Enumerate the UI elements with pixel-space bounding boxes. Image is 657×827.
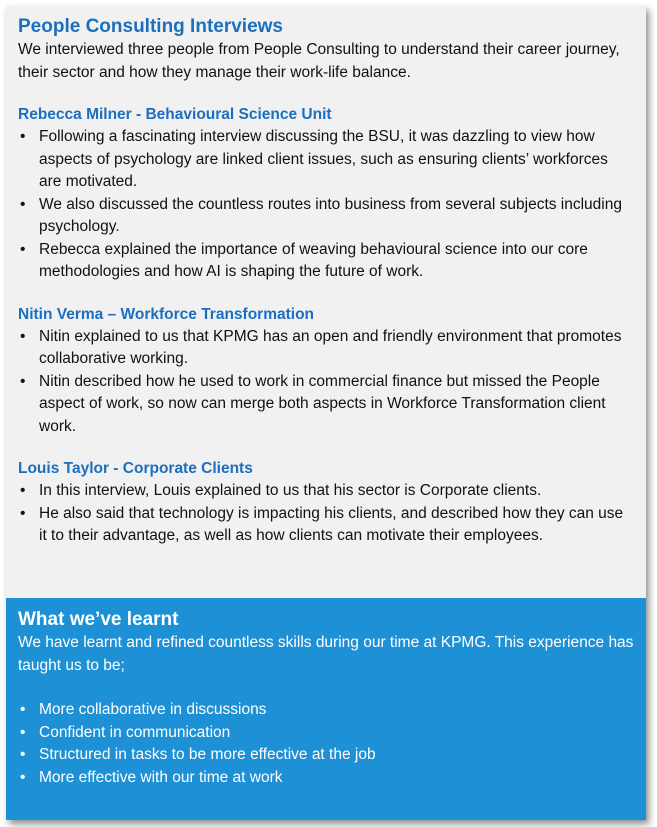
bullet-icon: • bbox=[20, 723, 26, 741]
interview-section-nitin bbox=[18, 304, 634, 439]
learnings-list bbox=[18, 699, 634, 789]
interviews-panel bbox=[6, 6, 646, 598]
list-item bbox=[18, 480, 634, 503]
bullet-icon: • bbox=[20, 372, 26, 390]
bullet-icon: • bbox=[20, 195, 26, 213]
list-item-text: In this interview, Louis explained to us that his sector is Corporate clients. bbox=[39, 482, 542, 499]
bullet-icon: • bbox=[20, 768, 26, 786]
list-item-text: Nitin explained to us that KPMG has an open and friendly environment that promotes collaborative working. bbox=[39, 327, 622, 367]
list-item bbox=[18, 767, 634, 790]
bullet-icon: • bbox=[20, 327, 26, 345]
list-item-text: More effective with our time at work bbox=[39, 768, 283, 786]
list-item bbox=[18, 503, 634, 548]
list-item bbox=[18, 699, 634, 722]
interview-section-rebecca bbox=[18, 104, 634, 284]
bullet-list bbox=[18, 326, 634, 439]
list-item-text: We also discussed the countless routes into business from several subjects including psychology. bbox=[39, 195, 622, 235]
list-item bbox=[18, 194, 634, 239]
list-item bbox=[18, 744, 634, 767]
bullet-icon: • bbox=[20, 746, 26, 763]
bullet-icon: • bbox=[20, 240, 26, 258]
content-card bbox=[6, 6, 646, 820]
section-heading: Nitin Verma – Workforce Transformation bbox=[18, 305, 315, 323]
learnings-intro: We have learnt and refined countless skills during our time at KPMG. This experience has taught us to be; bbox=[18, 634, 634, 674]
list-item bbox=[18, 326, 634, 371]
bullet-list bbox=[18, 480, 634, 548]
list-item bbox=[18, 722, 634, 745]
list-item bbox=[18, 371, 634, 439]
interview-section-louis bbox=[18, 458, 634, 548]
interviews-intro: We interviewed three people from People Consulting to understand their career journey, their sector and how they manage their work-life balance. bbox=[18, 41, 620, 81]
bullet-icon: • bbox=[20, 504, 26, 522]
list-item-text: More collaborative in discussions bbox=[39, 701, 267, 718]
learnings-title: What we’ve learnt bbox=[18, 609, 179, 630]
list-item bbox=[18, 239, 634, 284]
list-item bbox=[18, 126, 634, 194]
interviews-title: People Consulting Interviews bbox=[18, 16, 283, 37]
section-heading: Rebecca Milner - Behavioural Science Unit bbox=[18, 106, 332, 123]
section-heading: Louis Taylor - Corporate Clients bbox=[18, 460, 253, 477]
bullet-icon: • bbox=[20, 128, 26, 145]
list-item-text: Nitin described how he used to work in commercial finance but missed the People aspect of work, so now can merge both aspects in Workforce Transformation client work. bbox=[39, 372, 606, 435]
bullet-icon: • bbox=[20, 482, 26, 499]
learnings-panel bbox=[6, 598, 646, 820]
list-item-text: Structured in tasks to be more effective at the job bbox=[39, 746, 376, 763]
list-item-text: Following a fascinating interview discussing the BSU, it was dazzling to view how aspects of psychology are linked client issues, such as ensuring clients’ workforces are motivated. bbox=[39, 128, 608, 190]
bullet-list bbox=[18, 126, 634, 284]
list-item-text: Rebecca explained the importance of weaving behavioural science into our core methodologies and how AI is shaping the future of work. bbox=[39, 240, 588, 280]
list-item-text: He also said that technology is impacting his clients, and described how they can use it to their advantage, as well as how clients can motivate their employees. bbox=[39, 504, 624, 544]
bullet-icon: • bbox=[20, 701, 26, 718]
list-item-text: Confident in communication bbox=[39, 723, 231, 741]
